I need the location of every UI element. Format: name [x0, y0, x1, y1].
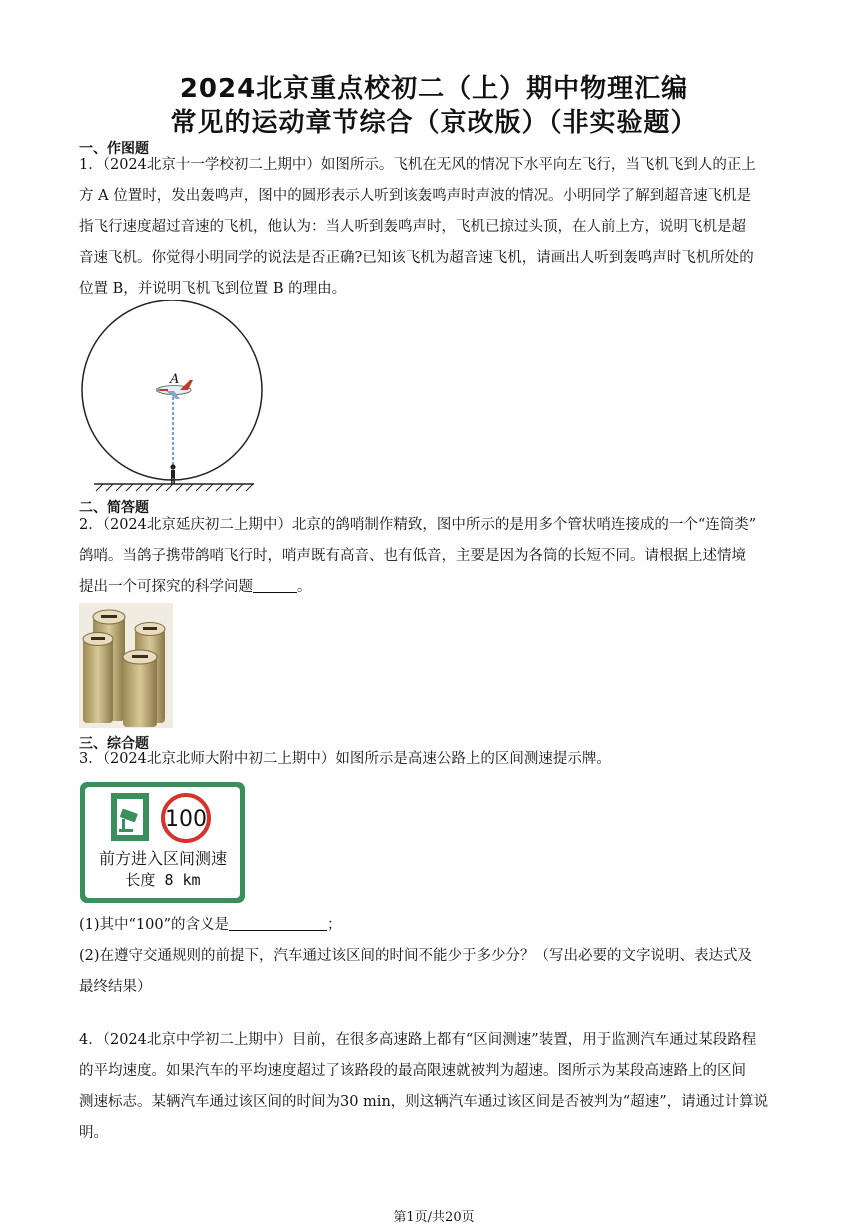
pigeon-whistle-photo [79, 603, 173, 728]
question-3-sub2: (2)在遵守交通规则的前提下，汽车通过该区间的时间不能少于多少分？（写出必要的文字说明、表达式及 [79, 948, 753, 964]
question-1-line: 指飞行速度超过音速的飞机，他认为：当人听到轰鸣声时，飞机已掠过头顶，在人前上方，说明飞机是超 [79, 219, 746, 235]
question-3-sub1-end: ； [327, 917, 342, 933]
question-4-line: 4．（2024北京中学初二上期中）目前，在很多高速路上都有“区间测速”装置，用于监测汽车通过某段路程 [79, 1032, 757, 1048]
page-subtitle: 常见的运动章节综合（京改版）（非实验题） [170, 108, 698, 138]
page-number: 第1页/共20页 [393, 1210, 475, 1225]
question-4-line: 测速标志。某辆汽车通过该区间的时间为30 min，则这辆汽车通过该区间是否被判为“超速”，请通过计算说 [79, 1094, 769, 1110]
question-4-line: 的平均速度。如果汽车的平均速度超过了该路段的最高限速就被判为超速。图所示为某段高速路上的区间 [79, 1063, 746, 1079]
question-2-line: 鸽哨。当鸽子携带鸽哨飞行时，哨声既有高音、也有低音，主要是因为各筒的长短不同。请根据上述情境 [79, 548, 746, 564]
sign-text-line2: 长度 8 km [125, 871, 201, 889]
speed-limit-value: 100 [165, 807, 207, 832]
question-1-line: 1．（2024北京十一学校初二上期中）如图所示。飞机在无风的情况下水平向左飞行，当飞机飞到人的正上 [79, 157, 756, 173]
question-3-parts [79, 910, 791, 1003]
answer-blank[interactable] [229, 914, 327, 931]
person-icon [170, 464, 175, 484]
section-heading-comprehensive: 三、综合题 [79, 736, 149, 752]
section-heading-drawing: 一、作图题 [79, 141, 149, 157]
question-3-line: 3．（2024北京北师大附中初二上期中）如图所示是高速公路上的区间测速提示牌。 [79, 751, 611, 767]
section-heading-short-answer: 二、简答题 [79, 500, 149, 516]
question-4-line: 明。 [79, 1125, 108, 1141]
answer-blank[interactable] [253, 576, 297, 593]
question-3-sub2: 最终结果） [79, 979, 152, 995]
ground-hatching [96, 484, 253, 491]
question-3-intro [79, 744, 791, 775]
position-a-label: A [170, 372, 180, 387]
question-1-line: 音速飞机。你觉得小明同学的说法是否正确?已知该飞机为超音速飞机，请画出人听到轰鸣声时飞机所处的 [79, 250, 754, 266]
page-title: 2024北京重点校初二（上）期中物理汇编 [179, 74, 689, 104]
question-1-line: 方 A 位置时，发出轰鸣声，图中的圆形表示人听到该轰鸣声时声波的情况。小明同学了解到超音速飞机是 [79, 188, 752, 204]
speed-check-sign [79, 781, 247, 905]
sound-wave-figure [76, 300, 276, 492]
question-2-line: 提出一个可探究的科学问题 [79, 579, 253, 595]
question-2-line-end: 。 [297, 579, 312, 595]
question-1-line: 位置 B，并说明飞机飞到位置 B 的理由。 [79, 281, 347, 297]
question-3-sub1: (1)其中“100”的含义是 [79, 917, 230, 933]
question-2 [79, 510, 791, 603]
question-2-line: 2．（2024北京延庆初二上期中）北京的鸽哨制作精致，图中所示的是用多个管状哨连接成的一个“连筒类” [79, 517, 757, 533]
question-4 [79, 1025, 791, 1149]
question-1 [79, 150, 791, 305]
sign-text-line1: 前方进入区间测速 [98, 849, 228, 868]
